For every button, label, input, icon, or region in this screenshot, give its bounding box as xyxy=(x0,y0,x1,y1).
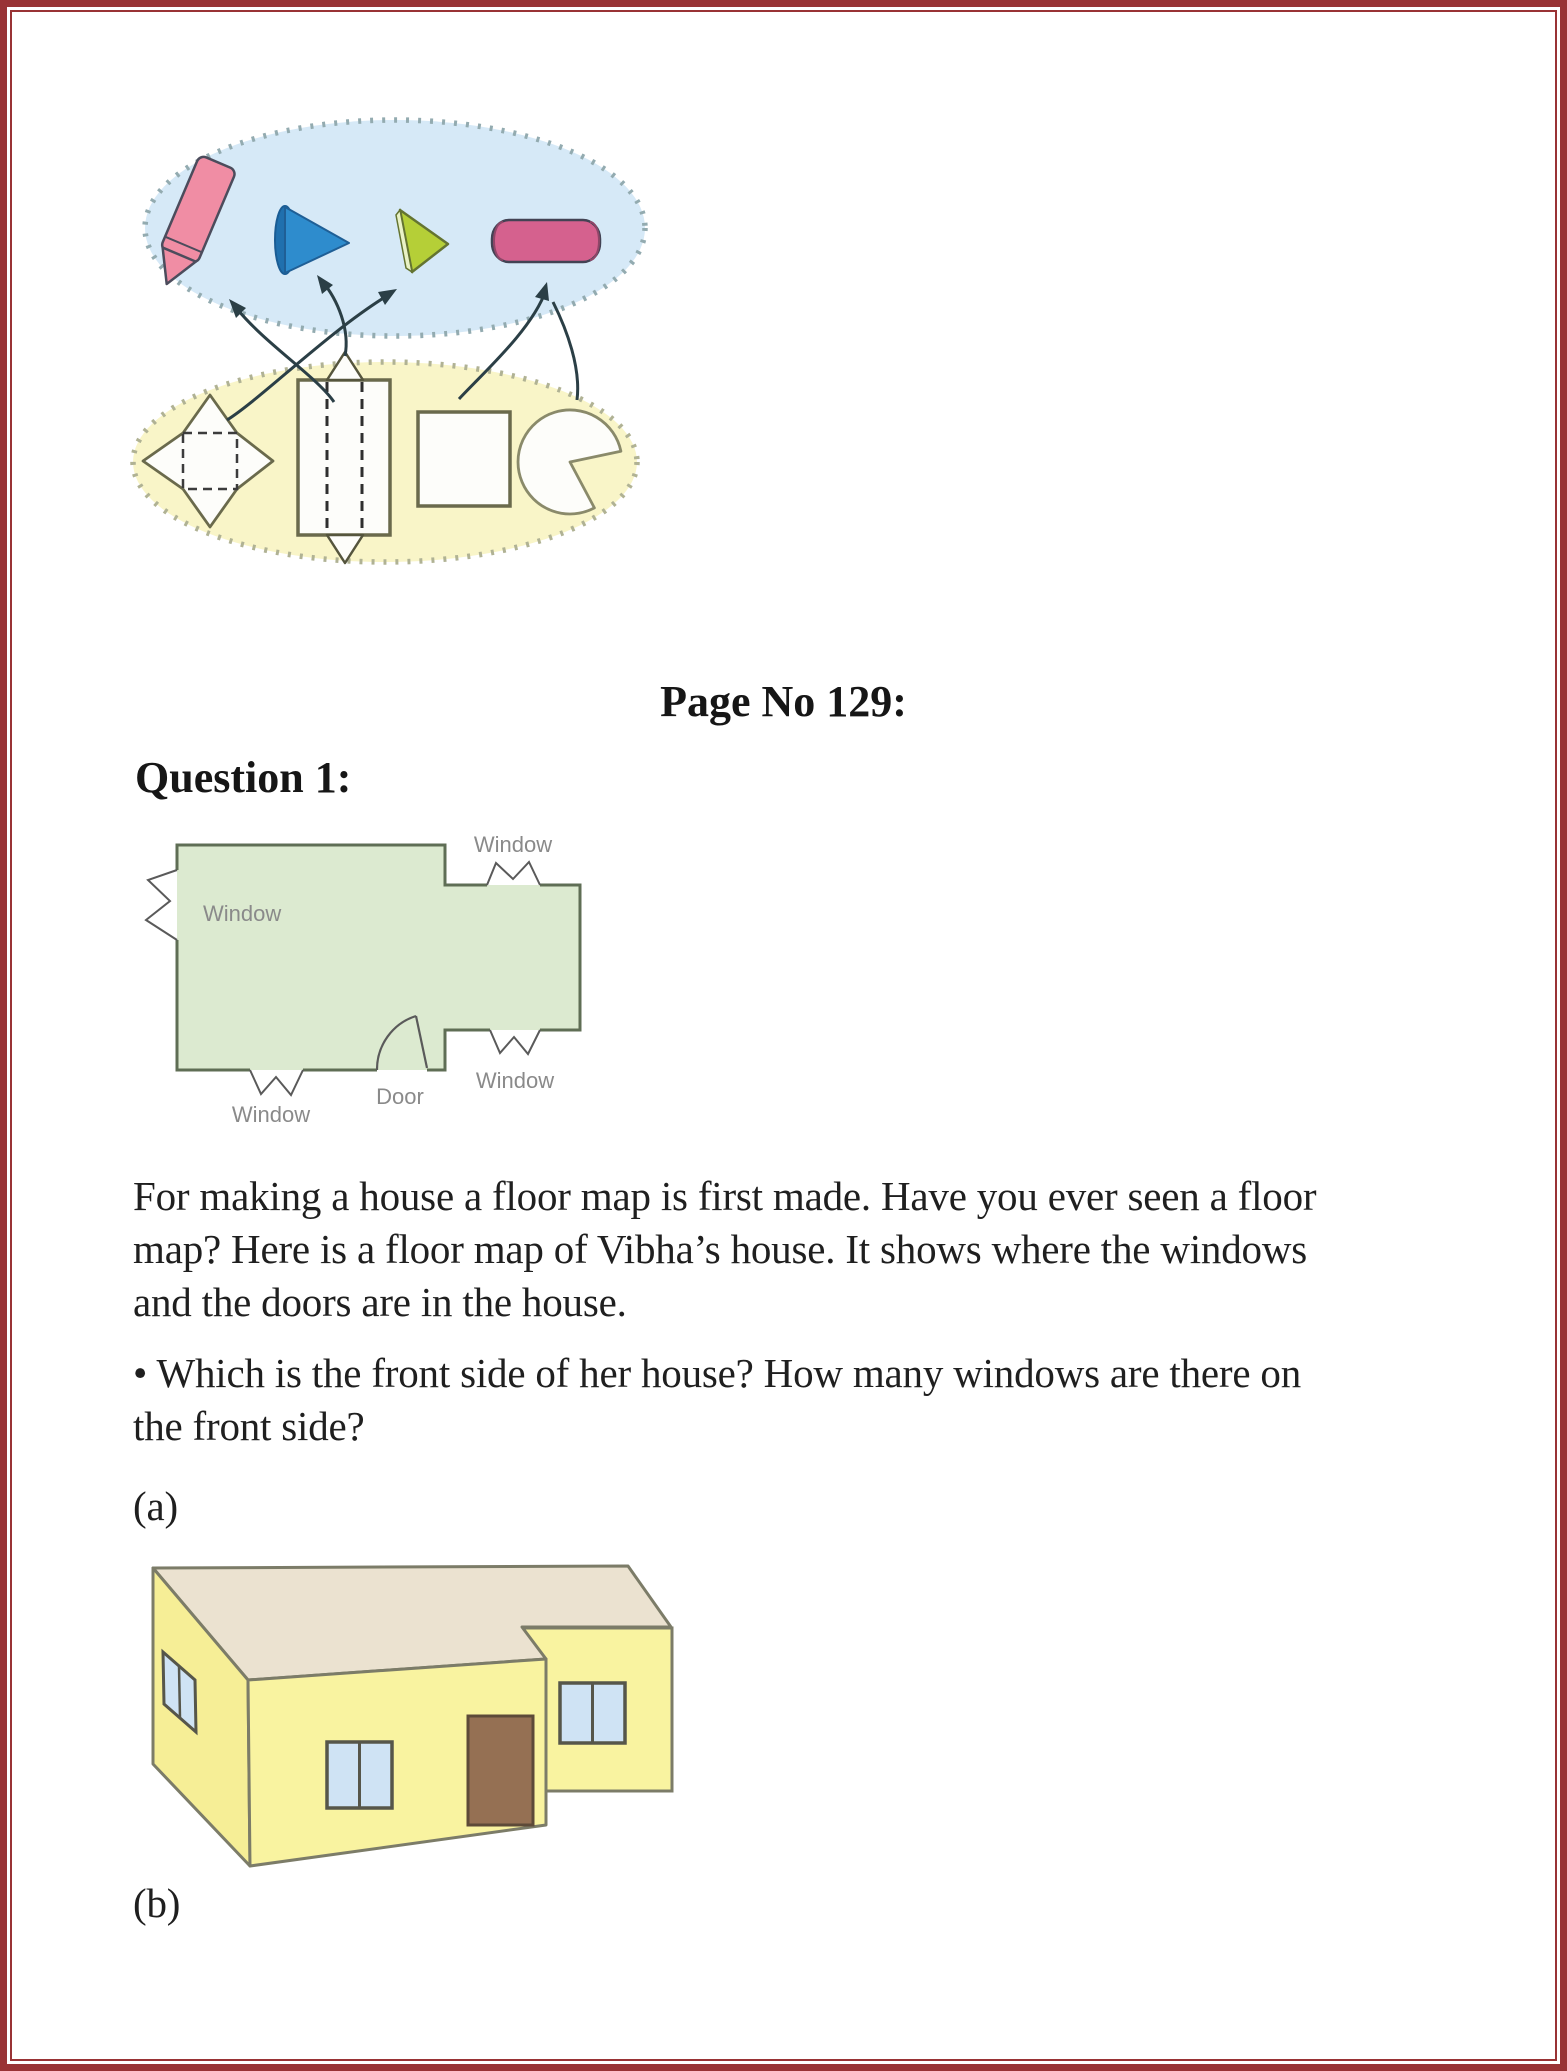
option-b-label: (b) xyxy=(133,1880,181,1926)
option-a-label: (a) xyxy=(133,1483,178,1529)
floor-map-outline xyxy=(177,845,580,1070)
window-mark-top xyxy=(487,862,540,885)
window-mark-bottom-right xyxy=(490,1030,540,1054)
window-mark-left xyxy=(146,870,177,940)
house-illustration xyxy=(130,1540,710,1890)
bullet-question: • Which is the front side of her house? How many windows are there on the front side? xyxy=(133,1350,1301,1449)
house-door xyxy=(468,1716,533,1825)
house-extension-window xyxy=(560,1683,625,1743)
floor-map-label-window-bottom-right: Window xyxy=(475,1068,555,1093)
cylinder-shape xyxy=(492,220,600,262)
question-paragraph: For making a house a floor map is first made. Have you ever seen a floor map? Here is a floor map of Vibha’s house. It shows where the windows and the doors are in the house. xyxy=(133,1173,1317,1325)
question-heading: Question 1: xyxy=(135,753,352,802)
house-front-window xyxy=(327,1742,392,1808)
floor-map-label-door: Door xyxy=(376,1084,424,1109)
floor-map-diagram xyxy=(115,820,655,1140)
floor-map-label-window-top: Window xyxy=(473,832,553,857)
floor-map-label-window-bottom-left: Window xyxy=(231,1102,311,1127)
arrow-tail-from-circle xyxy=(553,302,578,400)
square-net-shape xyxy=(418,412,510,506)
window-mark-bottom-left xyxy=(250,1070,303,1095)
page-number-heading: Page No 129: xyxy=(660,677,907,726)
floor-map-label-window-left: Window xyxy=(203,901,282,926)
prism-net-shape xyxy=(298,352,390,563)
nets-and-solids-illustration xyxy=(100,95,660,575)
